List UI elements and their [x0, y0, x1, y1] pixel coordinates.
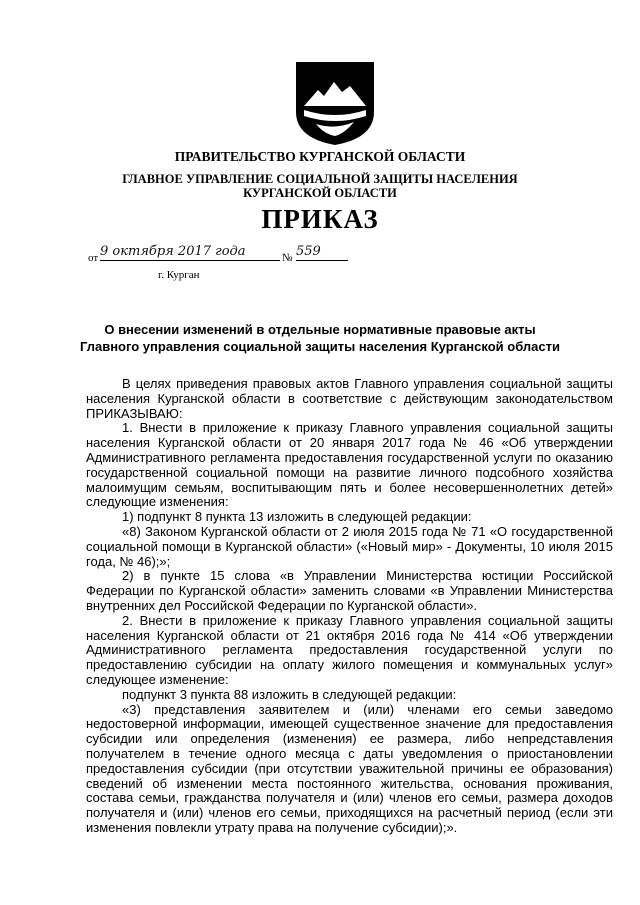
handwritten-date: 9 октября 2017 года — [100, 244, 280, 261]
org-name-block — [0, 172, 640, 200]
item-1-paragraph: 1. Внести в приложение к приказу Главного управления социальной защиты населения Курганской области от 20 января 2017 года № 46 «Об утверждении Административного регламента предоставления государственной услуги по оказанию государственной социальной помощи на развитие личного подсобного хозяйства малоимущим семьям, воспитывающим пять и более несовершеннолетних детей» следующие изменения: — [86, 420, 613, 510]
city-label: г. Курган — [158, 269, 200, 281]
coat-of-arms-emblem — [294, 60, 376, 146]
subject-line2: Главного управления социальной защиты населения Курганской области — [80, 339, 560, 354]
order-body — [86, 377, 613, 836]
org-name-line3: КУРГАНСКОЙ ОБЛАСТИ — [243, 186, 397, 200]
preamble-paragraph: В целях приведения правовых актов Главного управления социальной защиты населения Курганской области в соответствие с действующим законодательством ПРИКАЗЫВАЮ: — [86, 376, 613, 421]
org-name-line1: ПРАВИТЕЛЬСТВО КУРГАНСКОЙ ОБЛАСТИ — [174, 149, 466, 164]
item-2-paragraph: 2. Внести в приложение к приказу Главного управления социальной защиты населения Курганской области от 21 октября 2016 года № 414 «Об утверждении Административного регламента предоставления государственной услуги по предоставлению субсидии на оплату жилого помещения и коммунальных услуг» следующее изменение: — [86, 612, 613, 687]
item-1-sub-1-text: «8) Законом Курганской области от 2 июля 2015 года № 71 «О государственной социальной помощи в Курганской области» («Новый мир» - Документы, 10 июля 2015 года, № 46);»; — [86, 523, 613, 569]
subject-line1: О внесении изменений в отдельные нормативные правовые акты — [104, 322, 536, 337]
handwritten-number: 559 — [296, 244, 348, 261]
item-2-sub-paragraph: подпункт 3 пункта 88 изложить в следующей редакции: — [122, 686, 457, 702]
date-prefix: от — [88, 252, 99, 264]
item-1-sub-2-paragraph: 2) в пункте 15 слова «в Управлении Министерства юстиции Российской Федерации по Курганской области» заменить словами «в Управлении Министерства внутренних дел Российской Федерации по Курганской области». — [86, 568, 613, 613]
number-label: № — [282, 252, 293, 264]
item-1-sub-1-paragraph: 1) подпункт 8 пункта 13 изложить в следующей редакции: — [122, 509, 472, 525]
order-subject — [0, 321, 640, 355]
document-type-title: ПРИКАЗ — [261, 204, 379, 234]
item-2-sub-text: «3) представления заявителем и (или) членами его семьи заведомо недостоверной информации, имеющей существенное значение для предоставления субсидии или определения (изменения) ее размера, либо непредставления получателем в течение одного месяца с даты уведомления о приостановлении предоставления субсидии (при отсутствии уважительной причины ее образования) сведений об изменении места постоянного жительства, основания проживания, состава семьи, гражданства получателя и (или) членов его семьи, размера доходов получателя и (или) членов его семьи, приходящихся на расчетный период (если эти изменения повлекли утрату права на получение субсидии);». — [86, 701, 613, 835]
org-name-line2: ГЛАВНОЕ УПРАВЛЕНИЕ СОЦИАЛЬНОЙ ЗАЩИТЫ НАСЕЛЕНИЯ — [122, 172, 518, 186]
